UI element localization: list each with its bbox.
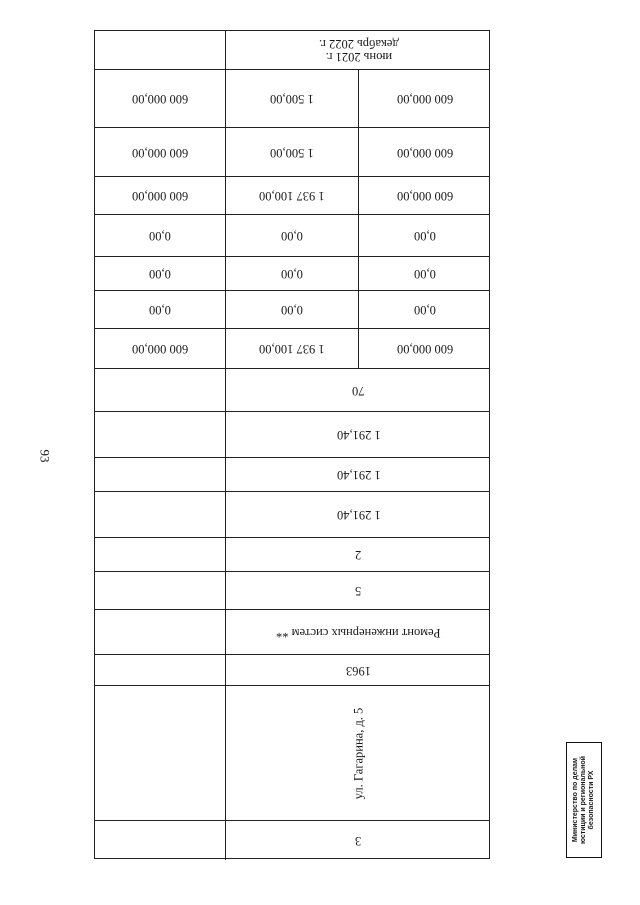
table-cell: 1 291,40 (336, 428, 381, 442)
table-cell (95, 686, 226, 820)
table-cell: 5 (355, 584, 362, 598)
table-row (95, 329, 489, 369)
table-row (95, 492, 489, 538)
table-cell: 600 000,00 (396, 189, 454, 203)
table-row (95, 572, 489, 610)
stamp-line: безопасности РХ (588, 770, 595, 830)
table-cell (95, 538, 226, 571)
table-row (95, 128, 489, 177)
data-table (94, 30, 490, 859)
table-row (95, 369, 489, 412)
table-cell: 600 000,00 (396, 145, 454, 160)
table-row (95, 412, 489, 458)
table-cell: 1 500,00 (226, 128, 359, 176)
address-cell: ул. Гагарина, д. 5 (351, 707, 365, 799)
stamp-line: юстиции и региональной (580, 756, 587, 844)
table-cell (95, 458, 226, 491)
table-row (95, 458, 489, 492)
table-cell (95, 610, 226, 654)
table-cell (95, 821, 226, 860)
table-row (95, 215, 489, 257)
table-cell: 600 000,00 (95, 329, 226, 368)
table-row (95, 70, 489, 128)
table-cell: 1 937 100,00 (226, 177, 359, 214)
table-cell: 0,00 (95, 215, 226, 256)
table-cell (95, 572, 226, 609)
table-cell: 0,00 (226, 257, 359, 290)
table-cell (95, 492, 226, 537)
table-cell: 0,00 (226, 291, 359, 328)
table-cell (95, 655, 226, 685)
table-cell: 1 500,00 (226, 70, 359, 127)
table-row (95, 538, 489, 572)
table-row (95, 686, 489, 821)
year-cell: 1963 (346, 663, 371, 678)
table-cell: 0,00 (95, 257, 226, 290)
table-cell (95, 31, 226, 69)
table-cell: 0,00 (414, 303, 436, 317)
table-header-row (95, 31, 489, 70)
table-cell (95, 369, 226, 411)
period-start: июнь 2021 г. (325, 50, 392, 64)
period-header-cell (226, 31, 491, 69)
table-cell: 0,00 (414, 267, 436, 281)
table-cell: 600 000,00 (95, 128, 226, 176)
table-row (95, 655, 489, 686)
table-cell: 600 000,00 (396, 92, 454, 106)
stamp-line: Министерство по делам (572, 757, 579, 843)
table-cell: 1 291,40 (336, 508, 381, 522)
page-number: 93 (37, 449, 53, 463)
table-cell: 70 (352, 383, 365, 398)
period-end: декабрь 2022 г. (318, 37, 399, 51)
table-cell: 600 000,00 (95, 70, 226, 127)
table-row (95, 610, 489, 655)
table-cell: 1 937 100,00 (226, 329, 359, 368)
table-row (95, 257, 489, 291)
table-cell (95, 412, 226, 457)
table-cell: 600 000,00 (95, 177, 226, 214)
table-cell: 0,00 (95, 291, 226, 328)
work-type-cell: Ремонт инженерных систем ** (276, 625, 441, 640)
table-cell: 0,00 (226, 215, 359, 256)
ministry-stamp (566, 742, 602, 858)
row-number-cell: 3 (355, 834, 362, 848)
table-cell: 2 (355, 548, 362, 562)
table-row (95, 177, 489, 215)
table-row (95, 821, 489, 860)
table-cell: 1 291,40 (336, 468, 381, 482)
table-row (95, 291, 489, 329)
table-cell: 0,00 (414, 229, 436, 243)
table-cell: 600 000,00 (396, 342, 454, 356)
